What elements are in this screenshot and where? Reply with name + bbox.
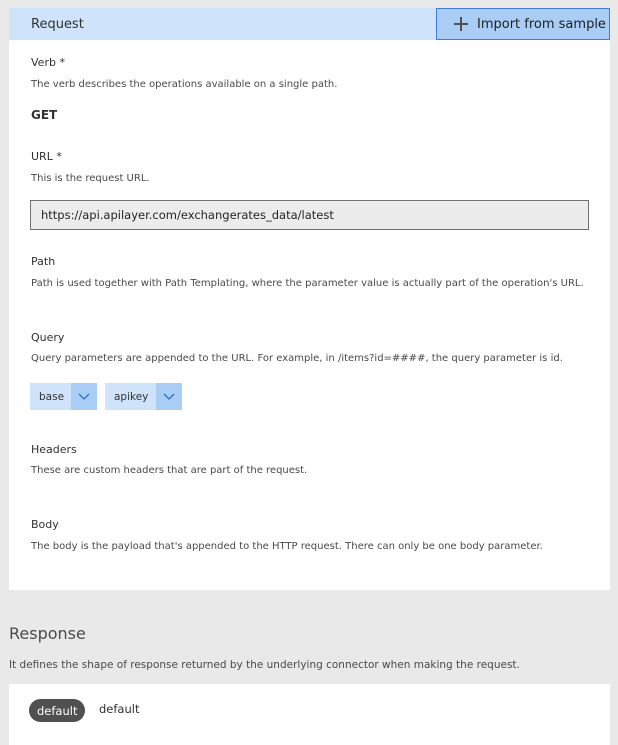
chevron-down-icon: [163, 393, 175, 400]
verb-value[interactable]: GET: [31, 108, 58, 122]
query-param-apikey-dropdown[interactable]: [156, 383, 182, 410]
request-panel: [9, 8, 610, 590]
plus-icon: [454, 17, 468, 31]
query-param-apikey[interactable]: [105, 383, 182, 410]
body-description: The body is the payload that's appended to the HTTP request. There can only be one body parameter.: [31, 541, 543, 552]
response-default-badge[interactable]: default: [29, 699, 85, 722]
query-param-base-label: base: [39, 390, 65, 403]
url-label: URL *: [31, 150, 62, 163]
url-input[interactable]: [30, 200, 589, 230]
chevron-down-icon: [78, 393, 90, 400]
headers-description: These are custom headers that are part of the request.: [31, 465, 308, 476]
response-title: Response: [9, 624, 86, 643]
body-label: Body: [31, 518, 59, 531]
request-panel-title: Request: [31, 17, 84, 32]
verb-description: The verb describes the operations available on a single path.: [31, 79, 338, 90]
verb-label: Verb *: [31, 56, 65, 69]
headers-label: Headers: [31, 443, 77, 456]
path-label: Path: [31, 255, 56, 268]
import-from-sample-label: Import from sample: [477, 16, 606, 32]
response-panel: [9, 684, 610, 745]
response-description: It defines the shape of response returned by the underlying connector when making the request.: [9, 659, 520, 671]
query-label: Query: [31, 331, 65, 344]
query-description: Query parameters are appended to the URL. For example, in /items?id=####, the query parameter is id.: [31, 353, 563, 364]
query-param-base-dropdown[interactable]: [71, 383, 97, 410]
request-panel-header: [9, 8, 610, 40]
url-description: This is the request URL.: [31, 173, 150, 184]
path-description: Path is used together with Path Templating, where the parameter value is actually part of the operation's URL.: [31, 278, 584, 289]
query-param-base[interactable]: [30, 383, 97, 410]
query-param-apikey-label: apikey: [114, 390, 149, 403]
import-from-sample-button[interactable]: [436, 8, 610, 40]
response-default-name: default: [99, 702, 140, 716]
